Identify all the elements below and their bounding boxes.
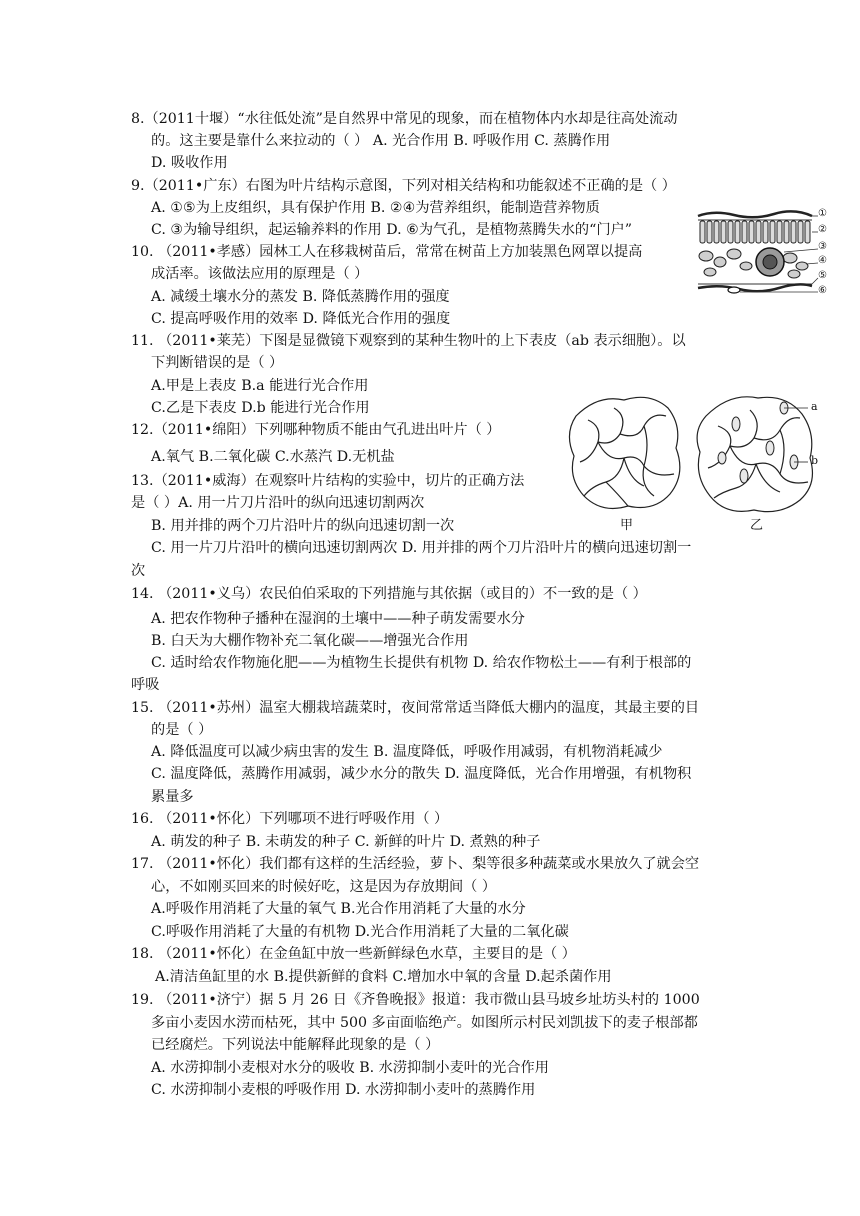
text-line: 16. （2011•怀化）下列哪项不进行呼吸作用（ ） (131, 811, 449, 827)
text-line: A.清洁鱼缸里的水 B.提供新鲜的食料 C.增加水中氧的含量 D.起杀菌作用 (155, 969, 612, 985)
text-line: 呼吸 (131, 677, 160, 693)
text-line: 心，不如刚买回来的时候好吃，这是因为存放期间（ ） (151, 879, 497, 895)
text-line: 的是（ ） (151, 722, 213, 738)
text-line: B. 用并排的两个刀片沿叶片的纵向迅速切割一次 (151, 518, 455, 534)
text-line: 10. （2011•孝感）园林工人在移栽树苗后，常常在树苗上方加装黑色网罩以提高 (131, 244, 643, 260)
text-line: C. 水涝抑制小麦根的呼吸作用 D. 水涝抑制小麦叶的蒸腾作用 (151, 1082, 536, 1098)
leaf-label: ① (818, 208, 827, 219)
text-line: A. ①⑤为上皮组织，具有保护作用 B. ②④为营养组织，能制造营养物质 (151, 200, 600, 216)
leaf-label: ② (818, 224, 827, 235)
epidermis-drawing (558, 386, 830, 536)
text-line: C. 用一片刀片沿叶的横向迅速切割两次 D. 用并排的两个刀片沿叶片的横向迅速切割一 (151, 540, 692, 556)
text-line: 18. （2011•怀化）在金鱼缸中放一些新鲜绿色水草，主要目的是（ ） (131, 946, 576, 962)
text-line: A.呼吸作用消耗了大量的氧气 B.光合作用消耗了大量的水分 (151, 901, 526, 917)
leaf-label: ③ (818, 241, 827, 252)
text-line: 13.（2011•威海）在观察叶片结构的实验中，切片的正确方法 (131, 473, 525, 489)
leaf-label: ④ (818, 255, 827, 266)
leaf-structure-figure (694, 206, 832, 302)
text-line: 12.（2011•绵阳）下列哪种物质不能由气孔进出叶片（ ） (131, 422, 501, 438)
text-line: C.呼吸作用消耗了大量的有机物 D.光合作用消耗了大量的二氧化碳 (151, 924, 569, 940)
text-line: 14. （2011•义乌）农民伯伯采取的下列措施与其依据（或目的）不一致的是（ ） (131, 586, 647, 602)
label-a: a (811, 400, 818, 413)
text-line: 的。这主要是靠什么来拉动的（ ） A. 光合作用 B. 呼吸作用 C. 蒸腾作用 (151, 133, 611, 149)
text-line: A. 降低温度可以减少病虫害的发生 B. 温度降低，呼吸作用减弱，有机物消耗减少 (151, 744, 663, 760)
caption-jia: 甲 (620, 518, 634, 533)
text-line: 9.（2011•广东）右图为叶片结构示意图，下列对相关结构和功能叙述不正确的是（ ） (131, 178, 676, 194)
text-line: 17. （2011•怀化）我们都有这样的生活经验，萝卜、梨等很多种蔬菜或水果放久了就会空 (131, 856, 700, 872)
epidermis-figure (558, 386, 830, 536)
text-line: 8.（2011十堰）“水往低处流”是自然界中常见的现象，而在植物体内水却是往高处流动 (131, 111, 678, 127)
text-line: D. 吸收作用 (151, 155, 228, 171)
text-line: B. 白天为大棚作物补充二氧化碳——增强光合作用 (151, 633, 469, 649)
text-line: C. 温度降低，蒸腾作用减弱，减少水分的散失 D. 温度降低，光合作用增强，有机物积 (151, 766, 692, 782)
text-line: C. 适时给农作物施化肥——为植物生长提供有机物 D. 给农作物松土——有利于根部的 (151, 655, 692, 671)
leaf-label: ⑥ (818, 285, 827, 296)
text-line: A. 萌发的种子 B. 未萌发的种子 C. 新鲜的叶片 D. 煮熟的种子 (151, 834, 541, 850)
text-line: 是（ ）A. 用一片刀片沿叶的纵向迅速切割两次 (131, 495, 425, 511)
text-line: 11. （2011•莱芜）下图是显微镜下观察到的某种生物叶的上下表皮（ab 表示细胞）。以 (131, 333, 686, 349)
text-line: 累量多 (151, 789, 194, 805)
text-line: A.甲是上表皮 B.a 能进行光合作用 (151, 378, 369, 394)
text-line: 次 (131, 563, 146, 579)
text-line: A. 减缓土壤水分的蒸发 B. 降低蒸腾作用的强度 (151, 289, 450, 305)
text-line: 成活率。该做法应用的原理是（ ） (151, 266, 369, 282)
caption-yi: 乙 (750, 518, 764, 533)
text-line: C. ③为输导组织，起运输养料的作用 D. ⑥为气孔，是植物蒸腾失水的“门户” (151, 222, 632, 238)
text-line: 下判断错误的是（ ） (151, 355, 284, 371)
label-b: b (811, 454, 819, 467)
text-line: C.乙是下表皮 D.b 能进行光合作用 (151, 400, 370, 416)
text-line: 多亩小麦因水涝而枯死，其中 500 多亩面临绝产。如图所示村民刘凯拔下的麦子根部都 (151, 1015, 698, 1031)
leaf-label: ⑤ (818, 270, 827, 281)
text-line: 15. （2011•苏州）温室大棚栽培蔬菜时，夜间常常适当降低大棚内的温度，其最主要的目 (131, 700, 700, 716)
text-line: A. 水涝抑制小麦根对水分的吸收 B. 水涝抑制小麦叶的光合作用 (151, 1060, 549, 1076)
text-line: 19. （2011•济宁）据 5 月 26 日《齐鲁晚报》报道：我市微山县马坡乡址坊头村的 1000 (131, 992, 700, 1008)
text-line: C. 提高呼吸作用的效率 D. 降低光合作用的强度 (151, 311, 451, 327)
leaf-structure-drawing (694, 206, 832, 302)
text-line: 已经腐烂。下列说法中能解释此现象的是（ ） (151, 1037, 440, 1053)
text-line: A.氧气 B.二氧化碳 C.水蒸汽 D.无机盐 (151, 449, 395, 465)
text-line: A. 把农作物种子播种在湿润的土壤中——种子萌发需要水分 (151, 611, 525, 627)
